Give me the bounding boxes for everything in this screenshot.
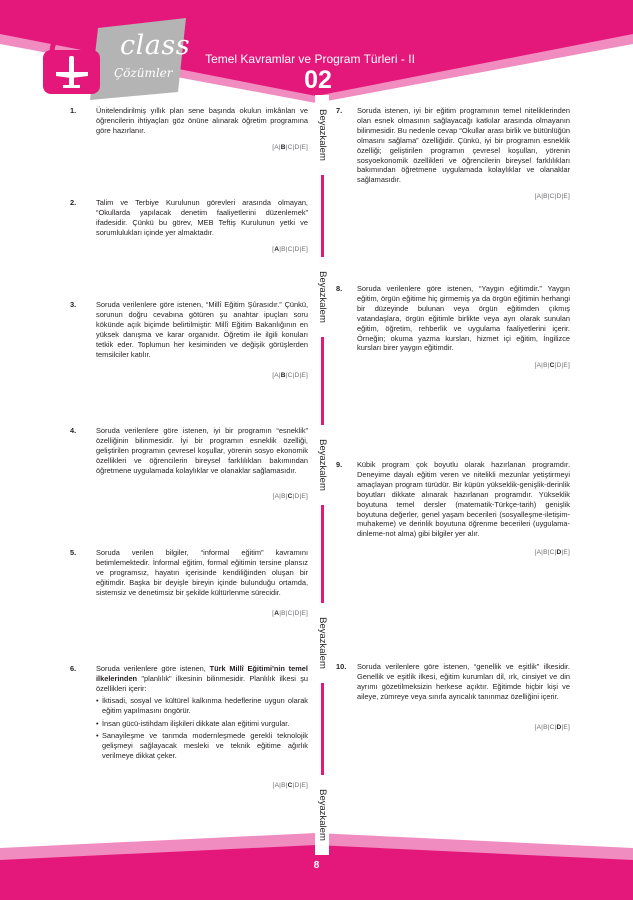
question-number: 3. [70, 300, 77, 309]
principle-list [96, 696, 308, 761]
unit-title: Temel Kavramlar ve Program Türleri - II [205, 52, 415, 66]
question-number: 4. [70, 426, 77, 435]
question-number: 10. [336, 662, 347, 671]
brand-subtitle: Çözümler [114, 66, 173, 80]
question-number: 1. [70, 106, 77, 115]
list-item: • Sanayileşme ve tarımda modernleşmede gerekli teknolojik gelişmeyi sağlayacak mesleki ve teknik eğitime ağırlık verilmeye dikkat çeker. [96, 731, 308, 761]
side-label: Beyazkalem [315, 95, 329, 175]
question-text: Soruda verilenlere göre istenen, “Millî Eğitim Şûrasıdır.” Çünkü, sorunun doğru cevabına götüren şu anahtar ipuçları soru kökünde açık biçimde belirtilmiştir: Millî Eğitim Bakanlığının en yüksek danışma ve karar organıdır. Öğretim ile ilgili konuları tetkik eder. Toplumun her kesiminden ve değişik görüşlerden temsilciler katılır. [96, 300, 308, 359]
answer-key: [A|B|C|D|E] [534, 549, 570, 556]
side-label: Beyazkalem [315, 425, 329, 505]
question-text: Soruda verilenlere göre istenen, iyi bir programın “esneklik” özelliğinin bilinmesidir. İyi bir programın esneklik özelliği, geliştirilen programın çevresel koşullar, yörenin sosyo ekonomik özellikleri ve öğrencilerin bireysel farklılıkları bakımından öğretmene uygulamada kolaylıklar ve olanaklar sağlamasıdır. [96, 426, 308, 475]
question-number: 6. [70, 664, 77, 673]
side-label: Beyazkalem [315, 603, 329, 683]
answer-key: [A|B|C|D|E] [272, 144, 308, 151]
answer-key: [A|B|C|D|E] [534, 362, 570, 369]
list-item: • İnsan gücü-istihdam ilişkileri dikkate alan eğitimi vurgular. [96, 719, 308, 729]
question-text: Soruda istenen, iyi bir eğitim programının temel niteliklerinden olan esnek olmasının sağlayacağı katkılar arasında olmayanın bilinmesidir. Bu nedenle cevap “Okullar arası birlik ve bütünlüğün olmasını sağlama” özelliğidir. Çünkü, iyi bir programın esneklik özelliği; geliştirilen programın çevresel koşulları, yörenin sosyoekonomik özellikleri ve öğrencilerin bireysel farklılıkları bakımından öğretmene uygulamada kolaylıklar ve olanaklar sağlamasıdır. [357, 106, 570, 185]
list-item: • İktisadi, sosyal ve kültürel kalkınma hedeflerine uygun olarak eğitim yapılmasını öngörür. [96, 696, 308, 716]
question-text: Ünitelendirilmiş yıllık plan sene başında okulun imkânları ve öğrencilerin ihtiyaçları göz önüne alınarak öğretim programına göre hazırlanır. [96, 106, 308, 135]
answer-key: [A|B|C|D|E] [272, 610, 308, 617]
question-text: Talim ve Terbiye Kurulunun görevleri arasında olmayan, “Okullarda yapılacak denetim faaliyetlerini düzenlemek” ifadesidir. Çünkü bu görev, MEB Teftiş Kurulunun yetki ve sorumlulukları içinde yer almaktadır. [96, 198, 308, 237]
answer-key: [A|B|C|D|E] [272, 246, 308, 253]
side-label: Beyazkalem [315, 257, 329, 337]
answer-key: [A|B|C|D|E] [272, 493, 308, 500]
answer-key: [A|B|C|D|E] [272, 372, 308, 379]
answer-key: [A|B|C|D|E] [534, 724, 570, 731]
unit-number: 02 [304, 66, 332, 94]
question-text: Soruda verilenlere göre istenen, Türk Millî Eğitimi'nin temel ilkelerinden "planlılık" ilkesinin bilinmesidir. Planlılık ilkesi şu özellikleri içerir: • İktisadi, sosyal ve kültürel kalkınma hedeflerine uygun olarak eğitim yapılmasını öngörür. • İnsan gücü-istihdam ilişkileri dikkate alan eğitimi vurgular. • Sanayileşme ve tarımda modernleşmede gerekli teknolojik gelişmeyi sağlayacak mesleki ve teknik eğitime ağırlık verilmeye dikkat çeker. [96, 664, 308, 764]
question-text: Soruda verilenlere göre istenen, “genellik ve eşitlik” ilkesidir. Genellik ve eşitlik ilkesi, eğitim kurumları dil, ırk, cinsiyet ve din ayrımı gözetilmeksizin herkese açıktır. Eğitimde hiçbir kişi ve aileye, zümreye veya sınıfa ayrıcalık tanınmaz özelliğini içerir. [357, 662, 570, 701]
question-number: 8. [336, 284, 343, 293]
question-number: 9. [336, 460, 343, 469]
question-number: 5. [70, 548, 77, 557]
brand-name: class [120, 30, 191, 61]
question-text: Soruda verilenlere göre istenen, “Yaygın eğitimdir.” Yaygın eğitim, örgün eğitime hiç girmemiş ya da örgün eğitimin herhangi bir düzeyinde bulunan veya örgün eğitimden çıkmış vatandaşlara, örgün eğitimle birlikte veya ayrı olarak sunulan eğitim, öğretim, rehberlik ve uygulama faaliyetlerini içerir. Örneğin; okuma yazma kursları, hizmet içi eğitim, İngilizce kursları birer yaygın eğitimdir. [357, 284, 570, 353]
question-text: Soruda verilen bilgiler, “informal eğitim” kavramını betimlemektedir. İnformal eğitim, formal eğitimin tersine plansız ve programsız, hayatın içerisinde kendiliğinden oluşan bir eğitimdir. Başka bir deyişle bireyin içinde bulunduğu ortamda, sistemsiz ve denetimsiz bir şekilde kültürlenme sürecidir. [96, 548, 308, 597]
answer-key: [A|B|C|D|E] [272, 782, 308, 789]
question-text: Kübik program çok boyutlu olarak hazırlanan programdır. Deneyime dayalı eğitim veren ve nitelikli mezunlar yetiştirmeyi amaçlayan program türüdür. Bir küpün yükseklik-genişlik-derinlik boyutları dikkate alınarak hazırlanan programdır. Yükseklik boyutuna temel dersler (matematik-Türkçe-tarih) genişlik boyutuna değerler, genel yaşam becerileri (sosyalleşme-iletişim-muhakeme) ve derinlik boyutuna öğrenme becerileri (uygulama-dinleme-not alma) gibi bilgiler yer alır. [357, 460, 570, 539]
answer-key: [A|B|C|D|E] [534, 193, 570, 200]
question-number: 7. [336, 106, 343, 115]
question-number: 2. [70, 198, 77, 207]
side-label: Beyazkalem [315, 775, 329, 855]
page-number: 8 [313, 860, 320, 871]
